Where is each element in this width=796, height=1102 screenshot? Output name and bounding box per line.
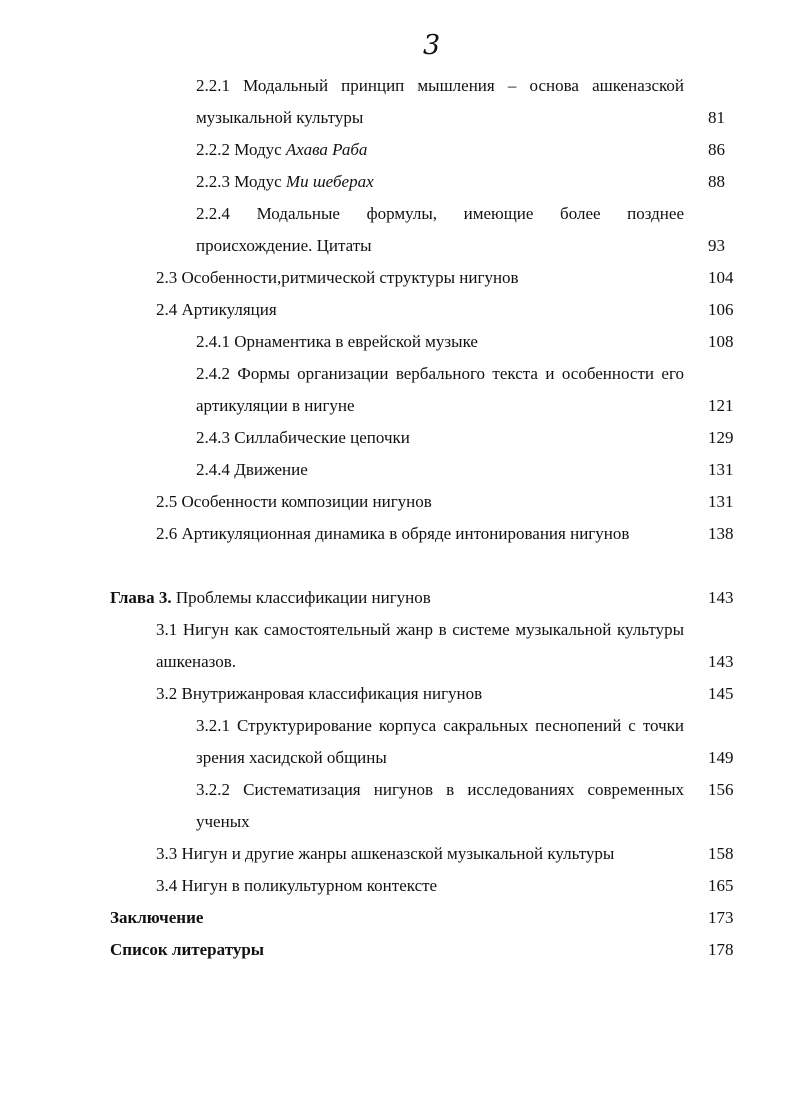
toc-entry-title [156, 294, 684, 326]
toc-entry-page: 158 [708, 844, 734, 863]
toc-entry-page: 121 [708, 396, 734, 415]
toc-entry-text: 2.4.1 Орнаментика в еврейской музыке [196, 332, 478, 351]
table-of-contents [0, 70, 796, 966]
toc-entry [0, 294, 796, 326]
toc-entry [0, 934, 796, 966]
toc-entry [0, 134, 796, 166]
toc-entry-page: 165 [708, 876, 734, 895]
toc-entry-text: 3.4 Нигун в поликультурном контексте [156, 876, 438, 895]
toc-entry [0, 870, 796, 902]
toc-entry-page: 178 [708, 940, 734, 959]
toc-entry-prefix: 2.2.2 Модус [196, 140, 286, 159]
toc-entry [0, 422, 796, 454]
toc-entry-page: 131 [708, 492, 734, 511]
toc-entry-page: 86 [708, 140, 725, 159]
toc-entry-title [196, 710, 684, 774]
toc-entry-title [156, 678, 684, 710]
toc-entry [0, 358, 796, 422]
toc-entry-title [110, 934, 684, 966]
toc-entry-bold-label: Заключение [110, 908, 204, 927]
page-number: 3 [423, 30, 441, 61]
toc-entry-title [196, 70, 684, 134]
toc-entry-page: 88 [708, 172, 725, 191]
toc-entry [0, 518, 796, 582]
toc-entry-title [196, 422, 684, 454]
toc-entry-italic-term: Ми шеберах [285, 172, 374, 191]
toc-entry-title [196, 166, 684, 198]
toc-entry [0, 582, 796, 614]
toc-entry-text: 3.2 Внутрижанровая классификация нигунов [156, 684, 483, 703]
toc-entry-title [156, 486, 684, 518]
toc-entry-page: 129 [708, 428, 734, 447]
toc-entry-page: 143 [708, 588, 734, 607]
toc-entry-page: 106 [708, 300, 734, 319]
toc-entry [0, 678, 796, 710]
toc-entry-text: 2.6 Артикуляционная динамика в обряде интонирования нигунов [156, 524, 630, 543]
toc-entry-text: 3.1 Нигун как самостоятельный жанр в системе музыкальной культуры ашкеназов. [156, 620, 684, 671]
toc-entry-text: 3.2.2 Систематизация нигунов в исследованиях современных ученых [196, 780, 684, 831]
toc-entry [0, 70, 796, 134]
toc-entry-page: 138 [708, 524, 734, 543]
toc-entry-prefix: 2.2.3 Модус [196, 172, 286, 191]
toc-entry [0, 454, 796, 486]
toc-entry-title [196, 134, 684, 166]
toc-entry [0, 614, 796, 678]
toc-entry-text: 3.3 Нигун и другие жанры ашкеназской музыкальной культуры [156, 844, 615, 863]
toc-entry [0, 902, 796, 934]
toc-entry-page: 104 [708, 268, 734, 287]
toc-entry-page: 131 [708, 460, 734, 479]
toc-entry-title [156, 262, 684, 294]
toc-entry-title [156, 870, 684, 902]
toc-entry [0, 838, 796, 870]
toc-entry-bold-label: Список литературы [110, 940, 265, 959]
toc-entry-text: 2.4.3 Силлабические цепочки [196, 428, 410, 447]
toc-entry [0, 166, 796, 198]
toc-entry-title [196, 454, 684, 486]
toc-entry-text: 2.5 Особенности композиции нигунов [156, 492, 432, 511]
toc-entry-text: 3.2.1 Структурирование корпуса сакральных песнопений с точки зрения хасидской общины [196, 716, 684, 767]
toc-entry [0, 326, 796, 358]
toc-entry-text: 2.2.1 Модальный принцип мышления – основа ашкеназской музыкальной культуры [196, 76, 684, 127]
toc-entry-text: 2.4.2 Формы организации вербального текста и особенности его артикуляции в нигуне [196, 364, 684, 415]
toc-entry [0, 710, 796, 774]
toc-entry-bold-label: Глава 3. [110, 588, 172, 607]
toc-entry-page: 108 [708, 332, 734, 351]
toc-entry-title [156, 614, 684, 678]
toc-entry-page: 173 [708, 908, 734, 927]
toc-entry-page: 81 [708, 108, 725, 127]
toc-entry-text: 2.4.4 Движение [196, 460, 308, 479]
toc-entry-title [110, 582, 684, 614]
toc-entry-text: Проблемы классификации нигунов [171, 588, 431, 607]
toc-entry-page: 143 [708, 652, 734, 671]
toc-entry-page: 145 [708, 684, 734, 703]
toc-entry-title [156, 518, 684, 550]
toc-entry-title [196, 198, 684, 262]
toc-entry [0, 262, 796, 294]
toc-entry-italic-term: Ахава Раба [285, 140, 368, 159]
toc-entry-text: 2.2.4 Модальные формулы, имеющие более позднее происхождение. Цитаты [196, 204, 684, 255]
toc-entry-page: 156 [708, 780, 734, 799]
toc-entry [0, 198, 796, 262]
toc-entry-title [196, 774, 684, 838]
toc-entry-page: 149 [708, 748, 734, 767]
toc-entry-title [196, 358, 684, 422]
toc-entry-page: 93 [708, 236, 725, 255]
toc-entry [0, 486, 796, 518]
toc-entry-text: 2.4 Артикуляция [156, 300, 277, 319]
toc-entry-title [156, 838, 684, 870]
toc-entry [0, 774, 796, 838]
toc-entry-text: 2.3 Особенности,ритмической структуры нигунов [156, 268, 519, 287]
toc-entry-title [110, 902, 684, 934]
toc-entry-title [196, 326, 684, 358]
